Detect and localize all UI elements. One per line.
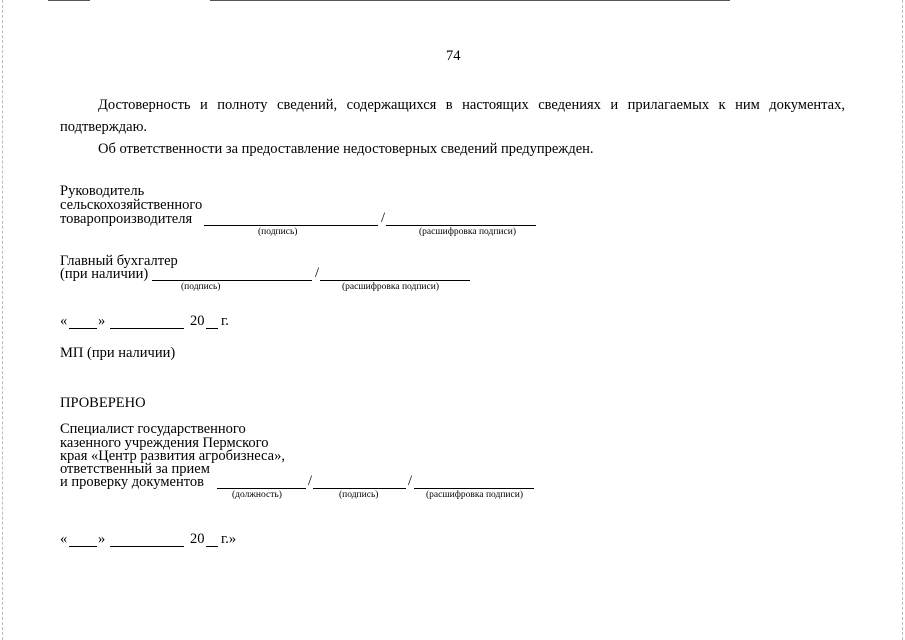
date2-month-line[interactable]: [110, 546, 184, 547]
confirmation-line-1: Достоверность и полноту сведений, содержащихся в настоящих сведениях и прилагаемых к ним документах,: [98, 97, 845, 113]
checked-caption-position: (должность): [232, 490, 282, 500]
accountant-signature-line[interactable]: [152, 280, 312, 281]
checked-position-line[interactable]: [217, 488, 306, 489]
checked-line-3: края «Центр развития агробизнеса»,: [60, 448, 285, 464]
head-caption-signature: (подпись): [258, 227, 298, 237]
accountant-decoding-line[interactable]: [320, 280, 470, 281]
date1-suffix: г.: [221, 313, 229, 329]
date1-year-line[interactable]: [206, 328, 218, 329]
top-border-line-center: [210, 0, 730, 1]
page-edge-left: [2, 0, 3, 640]
head-caption-decoding: (расшифровка подписи): [419, 227, 516, 237]
checked-line-1: Специалист государственного: [60, 421, 246, 437]
checked-decoding-line[interactable]: [414, 488, 534, 489]
accountant-slash: /: [315, 265, 320, 281]
checked-caption-decoding: (расшифровка подписи): [426, 490, 523, 500]
page-number: 74: [446, 48, 461, 64]
head-label-line-2: сельскохозяйственного: [60, 197, 203, 213]
head-signature-line[interactable]: [204, 225, 378, 226]
date1-close-quote: »: [98, 313, 106, 329]
accountant-caption-decoding: (расшифровка подписи): [342, 282, 439, 292]
date1-day-line[interactable]: [69, 328, 97, 329]
date1-open-quote: «: [60, 313, 68, 329]
date2-open-quote: «: [60, 531, 68, 547]
date2-suffix: г.»: [221, 531, 237, 547]
accountant-label-line-1: Главный бухгалтер: [60, 253, 178, 269]
confirmation-text: [60, 94, 845, 160]
accountant-caption-signature: (подпись): [181, 282, 221, 292]
date2-year-prefix: 20: [190, 531, 205, 547]
checked-line-2: казенного учреждения Пермского: [60, 435, 269, 451]
accountant-label-line-2: (при наличии): [60, 266, 149, 282]
confirmation-line-2: подтверждаю.: [60, 119, 148, 135]
stamp-label: МП (при наличии): [60, 345, 176, 361]
page-edge-right: [902, 0, 903, 640]
date1-month-line[interactable]: [110, 328, 184, 329]
checked-slash-1: /: [308, 473, 313, 489]
checked-line-4: ответственный за прием: [60, 461, 210, 477]
confirmation-line-3: Об ответственности за предоставление недостоверных сведений предупрежден.: [98, 141, 594, 157]
head-slash: /: [381, 210, 386, 226]
date2-year-line[interactable]: [206, 546, 218, 547]
head-label-line-3: товаропроизводителя: [60, 211, 193, 227]
checked-line-5: и проверку документов: [60, 474, 204, 490]
checked-signature-line[interactable]: [313, 488, 406, 489]
head-label-line-1: Руководитель: [60, 183, 145, 199]
date2-day-line[interactable]: [69, 546, 97, 547]
top-border-line-left: [48, 0, 90, 1]
date2-close-quote: »: [98, 531, 106, 547]
checked-caption-signature: (подпись): [339, 490, 379, 500]
head-decoding-line[interactable]: [386, 225, 536, 226]
checked-title: ПРОВЕРЕНО: [60, 395, 146, 411]
checked-slash-2: /: [408, 473, 413, 489]
date1-year-prefix: 20: [190, 313, 205, 329]
